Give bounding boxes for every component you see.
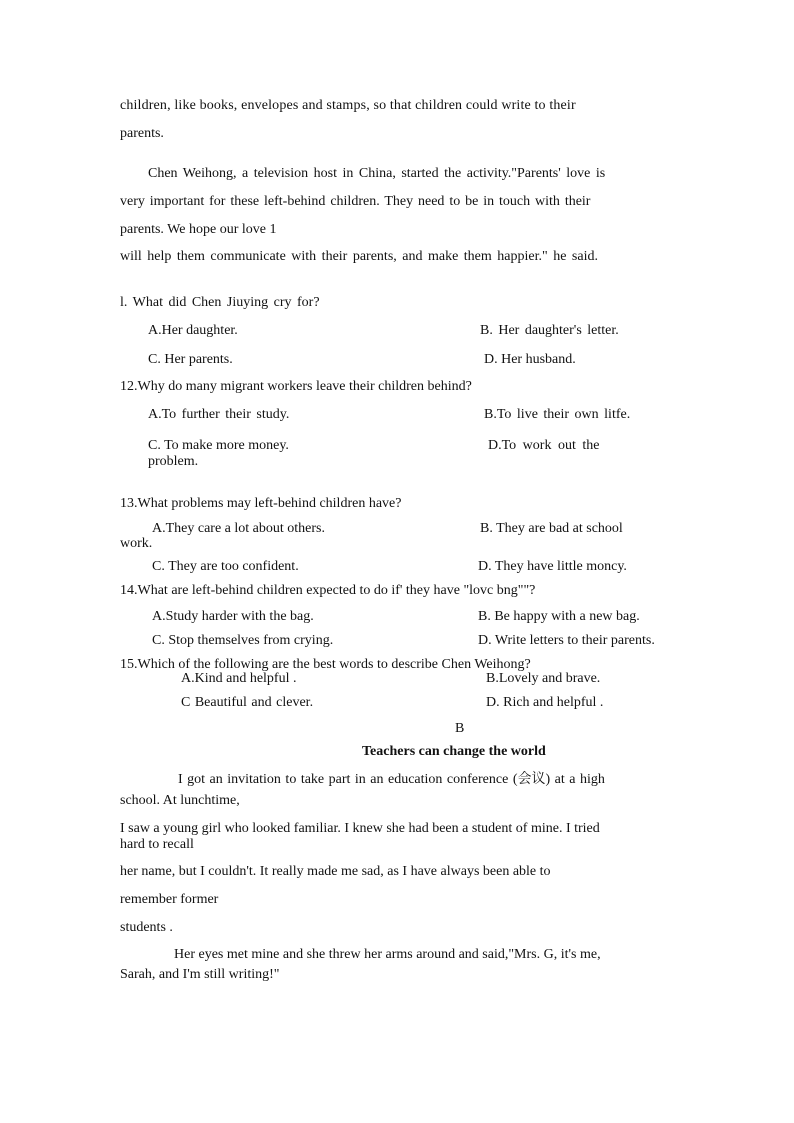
question-14-option-b: B. Be happy with a new bag. (478, 609, 640, 624)
passage-b-line-6: remember former (120, 892, 219, 907)
passage-b-line-2: school. At lunchtime, (120, 793, 240, 808)
question-12-option-c: C. To make more money. (148, 438, 289, 453)
question-12-option-a: A.To further their study. (148, 407, 290, 422)
passage-b-line-8: Her eyes met mine and she threw her arms around and said,"Mrs. G, it's me, (174, 947, 601, 962)
question-11-option-d: D. Her husband. (484, 352, 576, 367)
question-14-option-a: A.Study harder with the bag. (152, 609, 314, 624)
question-11-stem: l. What did Chen Jiuying cry for? (120, 295, 320, 310)
question-13-option-b: B. They are bad at school (480, 521, 623, 536)
question-15-option-c: C Beautiful and clever. (181, 695, 314, 710)
question-14-option-c: C. Stop themselves from crying. (152, 633, 334, 648)
question-15-stem: 15.Which of the following are the best words to describe Chen Weihong? (120, 657, 531, 672)
passage-a-p2-line3: parents. We hope our love 1 (120, 222, 277, 237)
passage-a-p2-line1: Chen Weihong, a television host in China, started the activity."Parents' love is (148, 166, 606, 181)
question-13-stem: 13.What problems may left-behind children have? (120, 496, 402, 511)
question-11-option-a: A.Her daughter. (148, 323, 238, 338)
question-13-option-a: A.They care a lot about others. (152, 521, 325, 536)
question-12-option-b: B.To live their own litfe. (484, 407, 631, 422)
passage-b-line-5: her name, but I couldn't. It really made me sad, as I have always been able to (120, 864, 551, 879)
passage-b-line-7: students . (120, 920, 173, 935)
question-15-option-b: B.Lovely and brave. (486, 671, 601, 686)
question-13-option-c: C. They are too confident. (152, 559, 299, 574)
passage-b-line-1: I got an invitation to take part in an education conference (会议) at a high (178, 772, 605, 787)
question-15-option-d: D. Rich and helpful . (486, 695, 604, 710)
passage-b-label: B (455, 721, 465, 736)
passage-b-title: Teachers can change the world (362, 744, 546, 759)
question-12-option-d-cont: problem. (148, 454, 199, 469)
passage-a-p2-line2: very important for these left-behind children. They need to be in touch with their (120, 194, 591, 209)
question-11-option-c: C. Her parents. (148, 352, 233, 367)
passage-a-p1-line1: children, like books, envelopes and stamps, so that children could write to their (120, 98, 576, 113)
question-11-option-b: B. Her daughter's letter. (480, 323, 619, 338)
passage-b-line-4: hard to recall (120, 837, 194, 852)
question-14-stem: 14.What are left-behind children expected to do if' they have "lovc bng""? (120, 583, 536, 598)
passage-a-p1-line2: parents. (120, 126, 164, 141)
passage-b-line-9: Sarah, and I'm still writing!" (120, 967, 280, 982)
question-12-option-d: D.To work out the (488, 438, 600, 453)
question-15-option-a: A.Kind and helpful . (181, 671, 297, 686)
question-13-option-b-cont: work. (120, 536, 153, 551)
passage-a-p2-line4: will help them communicate with their parents, and make them happier." he said. (120, 249, 598, 264)
question-13-option-d: D. They have little moncy. (478, 559, 627, 574)
question-12-stem: 12.Why do many migrant workers leave their children behind? (120, 379, 472, 394)
passage-b-line-3: I saw a young girl who looked familiar. I knew she had been a student of mine. I tried (120, 821, 600, 836)
question-14-option-d: D. Write letters to their parents. (478, 633, 655, 648)
